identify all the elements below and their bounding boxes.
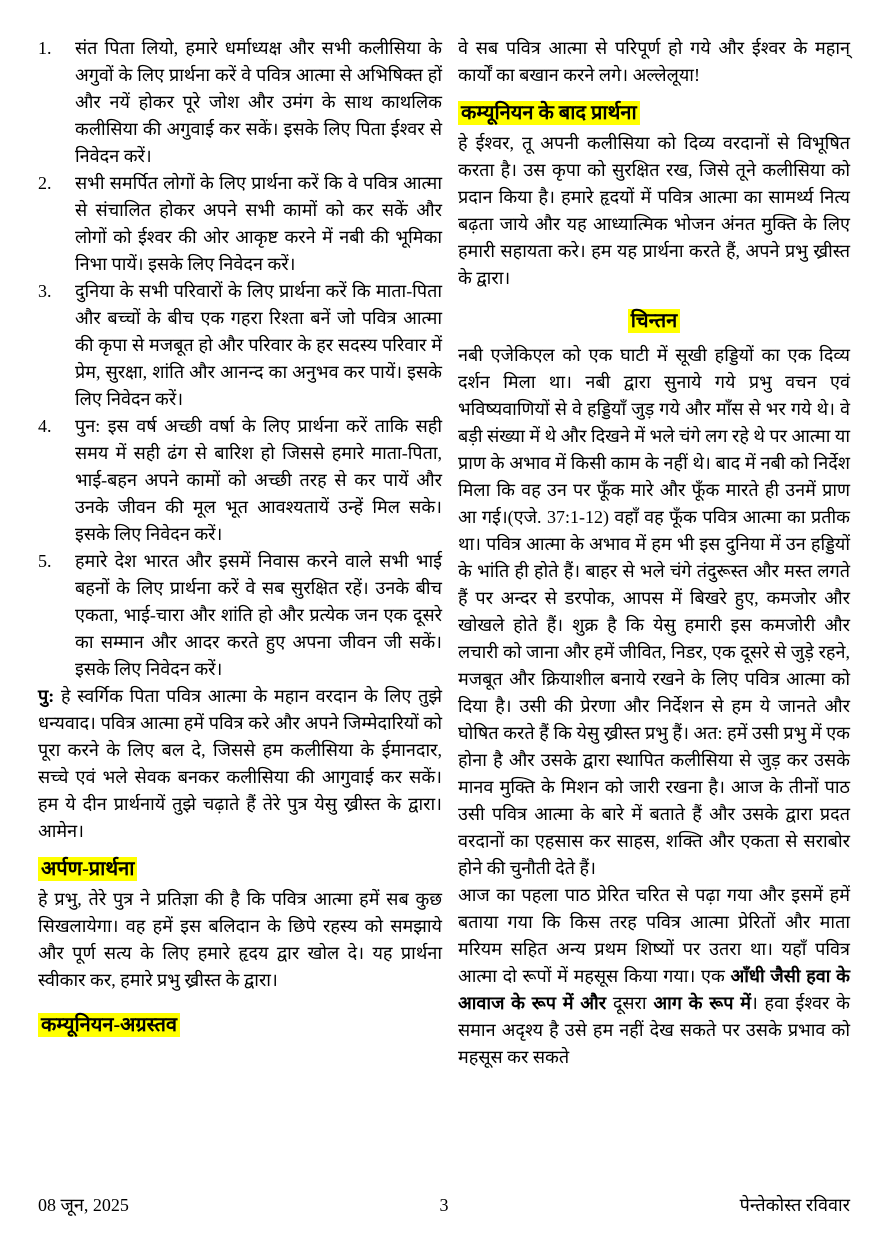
list-number: 1. <box>38 38 52 58</box>
reflection-heading: चिन्तन <box>628 309 681 333</box>
list-number: 2. <box>38 173 52 193</box>
communion-antiphon-heading: कम्यूनियन-अग्रस्तव <box>38 1013 180 1037</box>
communion-antiphon-heading-row <box>38 1010 442 1040</box>
prayer-text: संत पिता लियो, हमारे धर्माध्यक्ष और सभी कलीसिया के अगुवों के लिए प्रार्थना करें वे पवित्र आत्मा से अभिषिक्त हों और नयें होकर पूरे जोश और उमंग के साथ काथलिक कलीसिया की अगुवाई कर सकें। इसके लिए पिता ईश्वर से निवेदन करें। <box>75 38 442 166</box>
reflection-paragraph-2 <box>458 882 850 1071</box>
prayer-list-item <box>38 170 442 278</box>
footer-page-number: 3 <box>439 1195 449 1215</box>
prayer-text: पुन: इस वर्ष अच्छी वर्षा के लिए प्रार्थना करें ताकि सही समय में सही ढंग से बारिश हो जिससे हमारे माता-पिता, भाई-बहन अपने कामों को अच्छी तरह से कर पायें और उनके जीवन की मूल भूत आवश्यतायें उन्हें मिल सके। इसके लिए निवेदन करें। <box>75 416 442 544</box>
post-communion-text: हे ईश्वर, तू अपनी कलीसिया को दिव्य वरदानों से विभूषित करता है। उस कृपा को सुरक्षित रख, जिसे तूने कलीसिया को प्रदान किया है। हमारे हृदयों में पवित्र आत्मा का सामर्थ्य नित्य बढ़ता जाये और यह आध्यात्मिक भोजन अंनत मुक्ति के लिए हमारी सहायता करे। हम यह प्रार्थना करते हैं, अपने प्रभु ख्रीस्त के द्वारा। <box>458 133 850 288</box>
list-number: 4. <box>38 416 52 436</box>
page-footer <box>38 1190 850 1220</box>
prayer-text: दुनिया के सभी परिवारों के लिए प्रार्थना करें कि माता-पिता और बच्चों के बीच एक गहरा रिश्ता बनें जो पवित्र आत्मा की कृपा से मजबूत हो और परिवार के हर सदस्य परिवार में प्रेम, सुरक्षा, शांति और आनन्द का अनुभव कर पायें। इसके लिए निवेदन करें। <box>75 281 442 409</box>
post-communion-heading-row <box>458 98 850 128</box>
footer-feast-title: पेन्तेकोस्त रविवार <box>739 1195 850 1215</box>
right-column <box>458 35 850 1071</box>
priest-response-text: हे स्वर्गिक पिता पवित्र आत्मा के महान वरदान के लिए तुझे धन्यवाद। पवित्र आत्मा हमें पवित्र करे और अपने जिम्मेदारियों को पूरा करने के लिए बल दे, जिससे हम कलीसिया के ईमानदार, सच्चे एवं भले सेवक बनकर कलीसिया की आगुवाई कर सकें। हम ये दीन प्रार्थनायें तुझे चढ़ाते हैं तेरे पुत्र येसु ख्रीस्त के द्वारा। आमेन। <box>38 686 442 841</box>
post-communion-heading: कम्यूनियन के बाद प्रार्थना <box>458 101 640 125</box>
list-number: 3. <box>38 281 52 301</box>
prayer-list-item <box>38 413 442 548</box>
reflection-para2-part2: दूसरा <box>606 993 654 1013</box>
prayer-text: सभी समर्पित लोगों के लिए प्रार्थना करें कि वे पवित्र आत्मा से संचालित होकर अपने सभी कामों को कर सकें और लोगों को ईश्वर की ओर आकृष्ट करने में नबी की भूमिका निभा पायें। इसके लिए निवेदन करें। <box>75 173 442 274</box>
reflection-para2-part3: । हवा ईश्वर के समान अदृश्य है उसे हम नहीं देख सकते पर उसके प्रभाव को महसूस कर सकते <box>458 993 850 1067</box>
left-column <box>38 35 442 1071</box>
prayer-text: हमारे देश भारत और इसमें निवास करने वाले सभी भाई बहनों के लिए प्रार्थना करें वे सब सुरक्षित रहें। उनके बीच एकता, भाई-चारा और शांति हो और प्रत्येक जन एक दूसरे का सम्मान और आदर करते हुए अपना जीवन जी सकें। इसके लिए निवेदन करें। <box>75 551 442 679</box>
reflection-para2-bold2: आग के रूप में <box>653 993 751 1013</box>
offering-prayer-heading-row <box>38 854 442 884</box>
prayer-list-item <box>38 548 442 683</box>
offering-prayer-text: हे प्रभु, तेरे पुत्र ने प्रतिज्ञा की है कि पवित्र आत्मा हमें सब कुछ सिखलायेगा। वह हमें इस बलिदान के छिपे रहस्य को समझाये और पूर्ण सत्य के लिए हमारे हृदय द्वार खोल दे। यह प्रार्थना स्वीकार कर, हमारे प्रभु ख्रीस्त के द्वारा। <box>38 889 442 990</box>
offering-prayer-heading: अर्पण-प्रार्थना <box>38 857 137 881</box>
reflection-heading-row <box>458 306 850 336</box>
prayer-list-item <box>38 35 442 170</box>
footer-date: 08 जून, 2025 <box>38 1195 129 1215</box>
list-number: 5. <box>38 551 52 571</box>
prayer-list-item <box>38 278 442 413</box>
priest-response-paragraph <box>38 683 442 845</box>
reflection-para2-part1: आज का पहला पाठ प्रेरित चरित से पढ़ा गया और इसमें हमें बताया गया कि किस तरह पवित्र आत्मा प्रेरितों और माता मरियम सहित अन्य प्रथम शिष्यों पर उतरा था। यहाँ पवित्र आत्मा दो रूपों में महसूस किया गया। एक <box>458 885 850 986</box>
priest-response-lead: पु: <box>38 686 55 706</box>
reflection-para2-bold1: आँधी जैसी हवा के आवाज के रूप में और <box>458 966 850 1013</box>
communion-antiphon-text: वे सब पवित्र आत्मा से परिपूर्ण हो गये और ईश्वर के महान् कार्यों का बखान करने लगे। अल्लेलूया! <box>458 38 850 85</box>
reflection-paragraph-1: नबी एजेकिएल को एक घाटी में सूखी हड्डियों का एक दिव्य दर्शन मिला था। नबी द्वारा सुनाये गये प्रभु वचन एवं भविष्यवाणियों से वे हड्डियाँ जुड़ गये और माँस से भर गये थे। वे बड़ी संख्या में थे और दिखने में भले चंगे लग रहे थे पर आत्मा या प्राण के अभाव में किसी काम के नहीं थे। बाद में नबी को निर्देश मिला कि वह उन पर फूँक मारे और फूँक मारते ही उनमें प्राण आ गई।(एजे. 37:1-12) वहाँ वह फूँक पवित्र आत्मा का प्रतीक था। पवित्र आत्मा के अभाव में हम भी इस दुनिया में उन हड्डियों के भांति ही होते हैं। बाहर से भले चंगे तंदुरूस्त और मस्त लगते हैं पर अन्दर से डरपोक, आपस में बिखरे हुए, कमजोर और खोखले होते हैं। शुक्र है कि येसु हमारी इस कमजोरी और लचारी को जाना और हमें जीवित, निडर, एक दूसरे से जुड़े रहने, मजबूत और क्रियाशील बनाये रखने के लिए पवित्र आत्मा को दिया है। उसी की प्रेरणा और निर्देशन से हम ये जानते और घोषित करते हैं कि येसु ख्रीस्त प्रभु हैं। अत: हमें उसी प्रभु में एक होना है और उसके द्वारा स्थापित कलीसिया से जुड़ कर उसके मानव मुक्ति के मिशन को जारी रखना है। आज के तीनों पाठ उसी पवित्र आत्मा के बारे में बताते हैं और उसके द्वारा प्रदत वरदानों का एहसास कर साहस, शक्ति और एकता से सराबोर होने की चुनौती देते हैं। <box>458 345 850 878</box>
